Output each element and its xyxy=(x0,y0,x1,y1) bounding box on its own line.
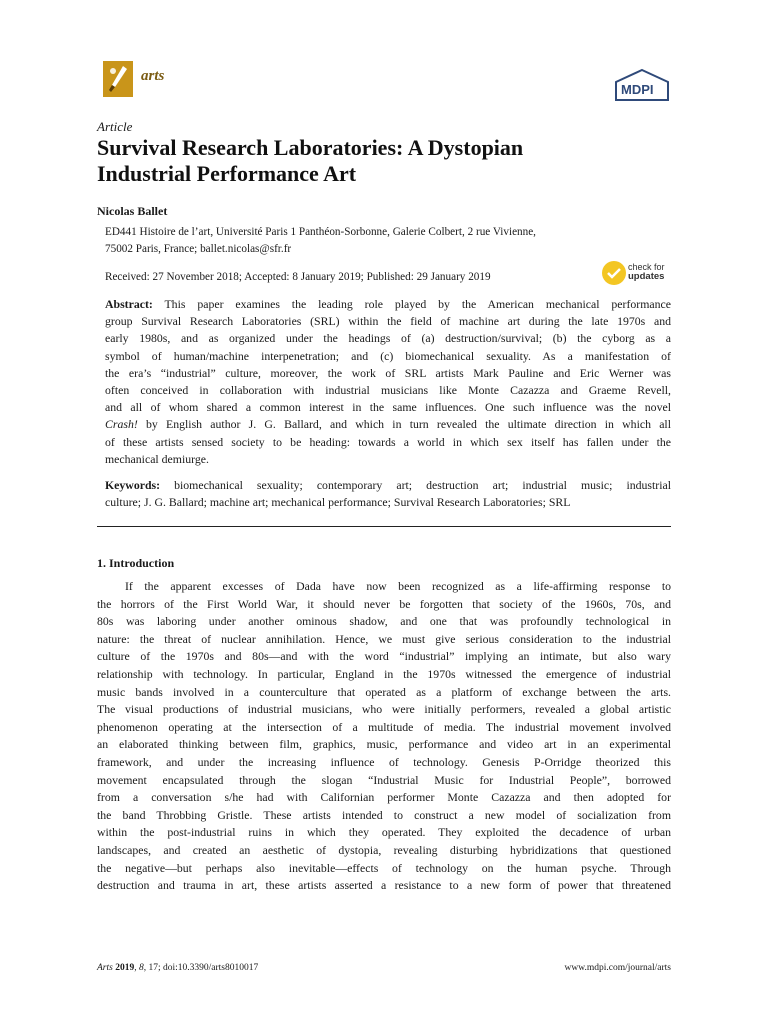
body-line: within the post-industrial ruins in which they operated. They exploited the decadence of urban xyxy=(97,825,671,840)
body-line: the band Throbbing Gristle. These artists intended to construct a new model of socialization from xyxy=(97,807,671,822)
footer-doi: , 17; doi:10.3390/arts8010017 xyxy=(143,963,259,973)
body-line: 80s was laboring under another ominous shadow, and one that was profoundly technological in xyxy=(97,614,671,629)
body-line: relationship with technology. In particular, England in the 1970s witnessed the emergence of industrial xyxy=(97,666,671,681)
footer-url[interactable]: www.mdpi.com/journal/arts xyxy=(564,963,671,973)
mdpi-logo xyxy=(612,68,672,102)
abstract-label: Abstract: xyxy=(105,297,153,311)
section-divider xyxy=(97,526,671,527)
abstract-line: and all of whom shared a common interest in the same influences. One such influence was the novel xyxy=(105,400,671,415)
abstract xyxy=(105,296,671,468)
body-line: phenomenon operating at the intersection of a multitude of media. The industrial movement involved xyxy=(97,719,671,734)
footer-volume: 8 xyxy=(138,963,144,973)
body-line: landscapes, and created an aesthetic of dystopia, revealing disturbing hybridizations that questioned xyxy=(97,842,671,857)
mdpi-logo-text: MDPI xyxy=(621,82,654,97)
body-line: the negative—but perhaps also inevitable—effects of technology on the human psyche. Through xyxy=(97,860,671,875)
abstract-line: mechanical demiurge. xyxy=(105,451,209,466)
keywords-line: culture; J. G. Ballard; machine art; mechanical performance; Survival Research Laboratories; SRL xyxy=(105,495,571,510)
body-line: the horrors of the First World War, it should never be forgotten that society of the 1960s, 70s, and xyxy=(97,596,671,611)
article-type: Article xyxy=(97,119,133,134)
body-line: from a conversation s/he had with Californian performer Monte Cazazza and then adopted for xyxy=(97,790,671,805)
publication-dates: Received: 27 November 2018; Accepted: 8 January 2019; Published: 29 January 2019 xyxy=(105,271,491,283)
journal-name: arts xyxy=(141,68,165,84)
introduction-body xyxy=(97,578,671,895)
abstract-line: of these artists sensed society to be heading: towards a world in which sex itself has fallen under the xyxy=(105,434,671,449)
check-for-updates-label[interactable] xyxy=(628,262,665,282)
keywords xyxy=(105,477,671,511)
body-line: If the apparent excesses of Dada have now been recognized as a life-affirming response to xyxy=(125,579,671,593)
body-line: destruction and trauma in art, these artists asserted a resistance to a new form of power that threatened xyxy=(97,878,671,893)
footer-year: 2019 xyxy=(115,963,135,973)
abstract-line: often conceived in collaboration with industrial musicians like Monte Cazazza and Graeme Revell, xyxy=(105,383,671,398)
footer-journal: Arts xyxy=(97,963,113,973)
abstract-line: the era’s “industrial” culture, moreover, the work of SRL artists Mark Pauline and Eric Werner was xyxy=(105,365,671,380)
keywords-label: Keywords: xyxy=(105,478,161,492)
novel-title: Crash! xyxy=(105,417,138,432)
check-updates-icon xyxy=(601,260,627,286)
affiliation-line: ED441 Histoire de l’art, Université Paris 1 Panthéon-Sorbonne, Galerie Colbert, 2 rue Vivienne, xyxy=(105,226,536,238)
abstract-line: symbol of human/machine interpenetration; and (c) biomechanical sexuality. As a manifestation of xyxy=(105,348,671,363)
body-line: music bands involved in a counterculture that operated as a platform of exchange between the arts. xyxy=(97,684,671,699)
body-line: an elaborated thinking between film, graphics, music, performance and video art in an experimental xyxy=(97,737,671,752)
section-heading: 1. Introduction xyxy=(97,556,175,570)
affiliation-line: 75002 Paris, France; ballet.nicolas@sfr.fr xyxy=(105,243,292,255)
body-line: framework, and under the increasing influence of technology. Genesis P-Orridge theorized this xyxy=(97,754,671,769)
check-updates-line2: updates xyxy=(628,271,665,282)
body-line: movement encapsulated through the slogan “Industrial Music for Industrial People”, borrowed xyxy=(97,772,671,787)
author-name: Nicolas Ballet xyxy=(97,204,168,218)
check-updates-line1: check for xyxy=(628,262,665,272)
title-line: Survival Research Laboratories: A Dystopian xyxy=(97,135,524,160)
footer-citation: Arts 2019, 8, 17; doi:10.3390/arts8010017 xyxy=(97,963,259,973)
body-line: culture of the 1970s and 80s—and with the word “industrial” implying an intimate, but also wary xyxy=(97,649,671,664)
keywords-line: Keywords: biomechanical sexuality; contemporary art; destruction art; industrial music; industrial xyxy=(105,478,671,492)
article-title xyxy=(97,135,677,187)
abstract-line: group Survival Research Laboratories (SRL) within the field of machine art during the late 1970s and xyxy=(105,314,671,329)
body-line: nature: the threat of nuclear annihilation. Hence, we must give serious consideration to the industrial xyxy=(97,631,671,646)
abstract-line: early 1980s, and as organized under the headings of (a) destruction/survival; (b) the cyborg as a xyxy=(105,331,671,346)
journal-logo-icon xyxy=(103,61,133,97)
body-line: The visual productions of industrial musicians, who were initially performers, revealed a global artistic xyxy=(97,702,671,717)
affiliation xyxy=(105,224,665,258)
title-line: Industrial Performance Art xyxy=(97,161,357,186)
abstract-line: Abstract: This paper examines the leading role played by the American mechanical performance xyxy=(105,297,671,311)
abstract-line: Crash! by English author J. G. Ballard, and which in turn revealed the ultimate direction in which all xyxy=(105,417,671,432)
